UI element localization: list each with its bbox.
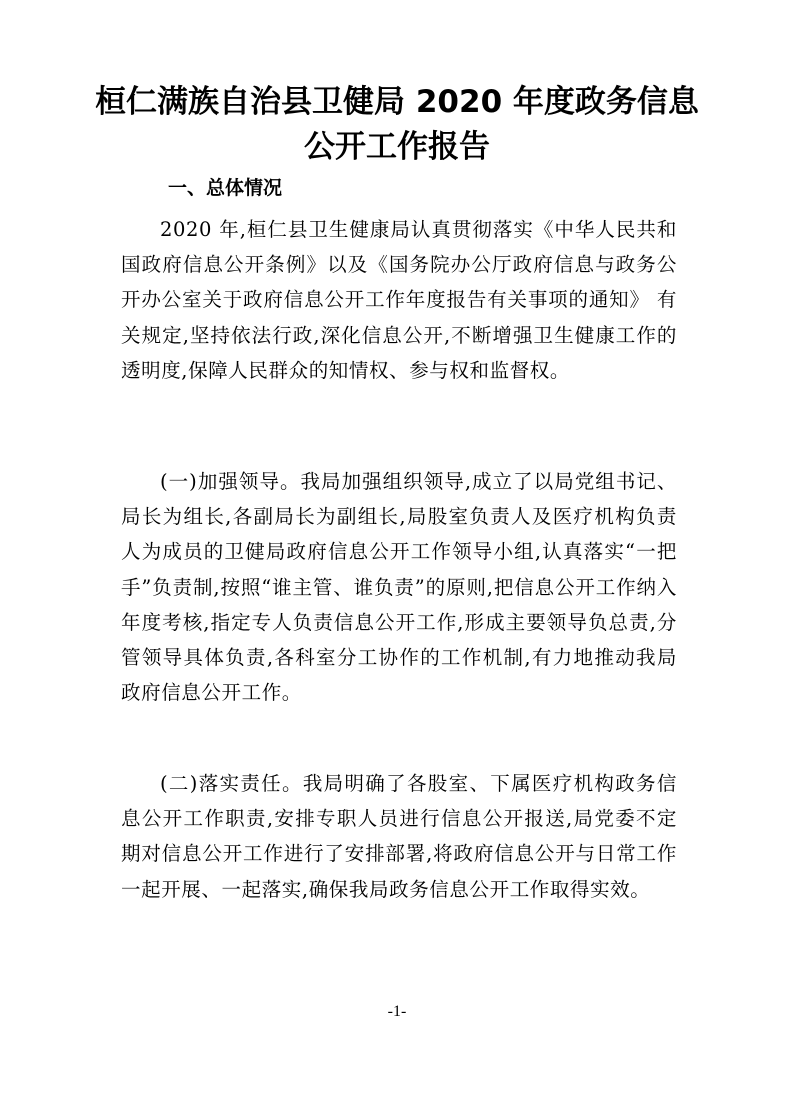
paragraph-intro: 2020 年,桓仁县卫生健康局认真贯彻落实《中华人民共和国政府信息公开条例》以及《国务院办公厅政府信息与政务公开办公室关于政府信息公开工作年度报告有关事项的通知》 有关规定,坚持依法行政,深化信息公开,不断增强卫生健康工作的透明度,保障人民群众的知情权、参与权和监督权。 — [121, 218, 677, 382]
page-number: -1- — [387, 1003, 407, 1020]
document-title-line1: 桓仁满族自治县卫健局 2020 年度政务信息 — [95, 84, 699, 120]
section-heading-overview: 一、总体情况 — [168, 177, 283, 199]
paragraph-leadership: (一)加强领导。我局加强组织领导,成立了以局党组书记、局长为组长,各副局长为副组长,局股室负责人及医疗机构负责人为成员的卫健局政府信息公开工作领导小组,认真落实“一把手”负责制,按照“谁主管、谁负责”的原则,把信息公开工作纳入年度考核,指定专人负责信息公开工作,形成主要领导负总责,分管领导具体负责,各科室分工协作的工作机制,有力地推动我局政府信息公开工作。 — [121, 470, 677, 705]
paragraph-responsibility: (二)落实责任。我局明确了各股室、下属医疗机构政务信息公开工作职责,安排专职人员进行信息公开报送,局党委不定期对信息公开工作进行了安排部署,将政府信息公开与日常工作一起开展、一起落实,确保我局政务信息公开工作取得实效。 — [121, 772, 677, 901]
document-title-line2: 公开工作报告 — [304, 129, 490, 165]
